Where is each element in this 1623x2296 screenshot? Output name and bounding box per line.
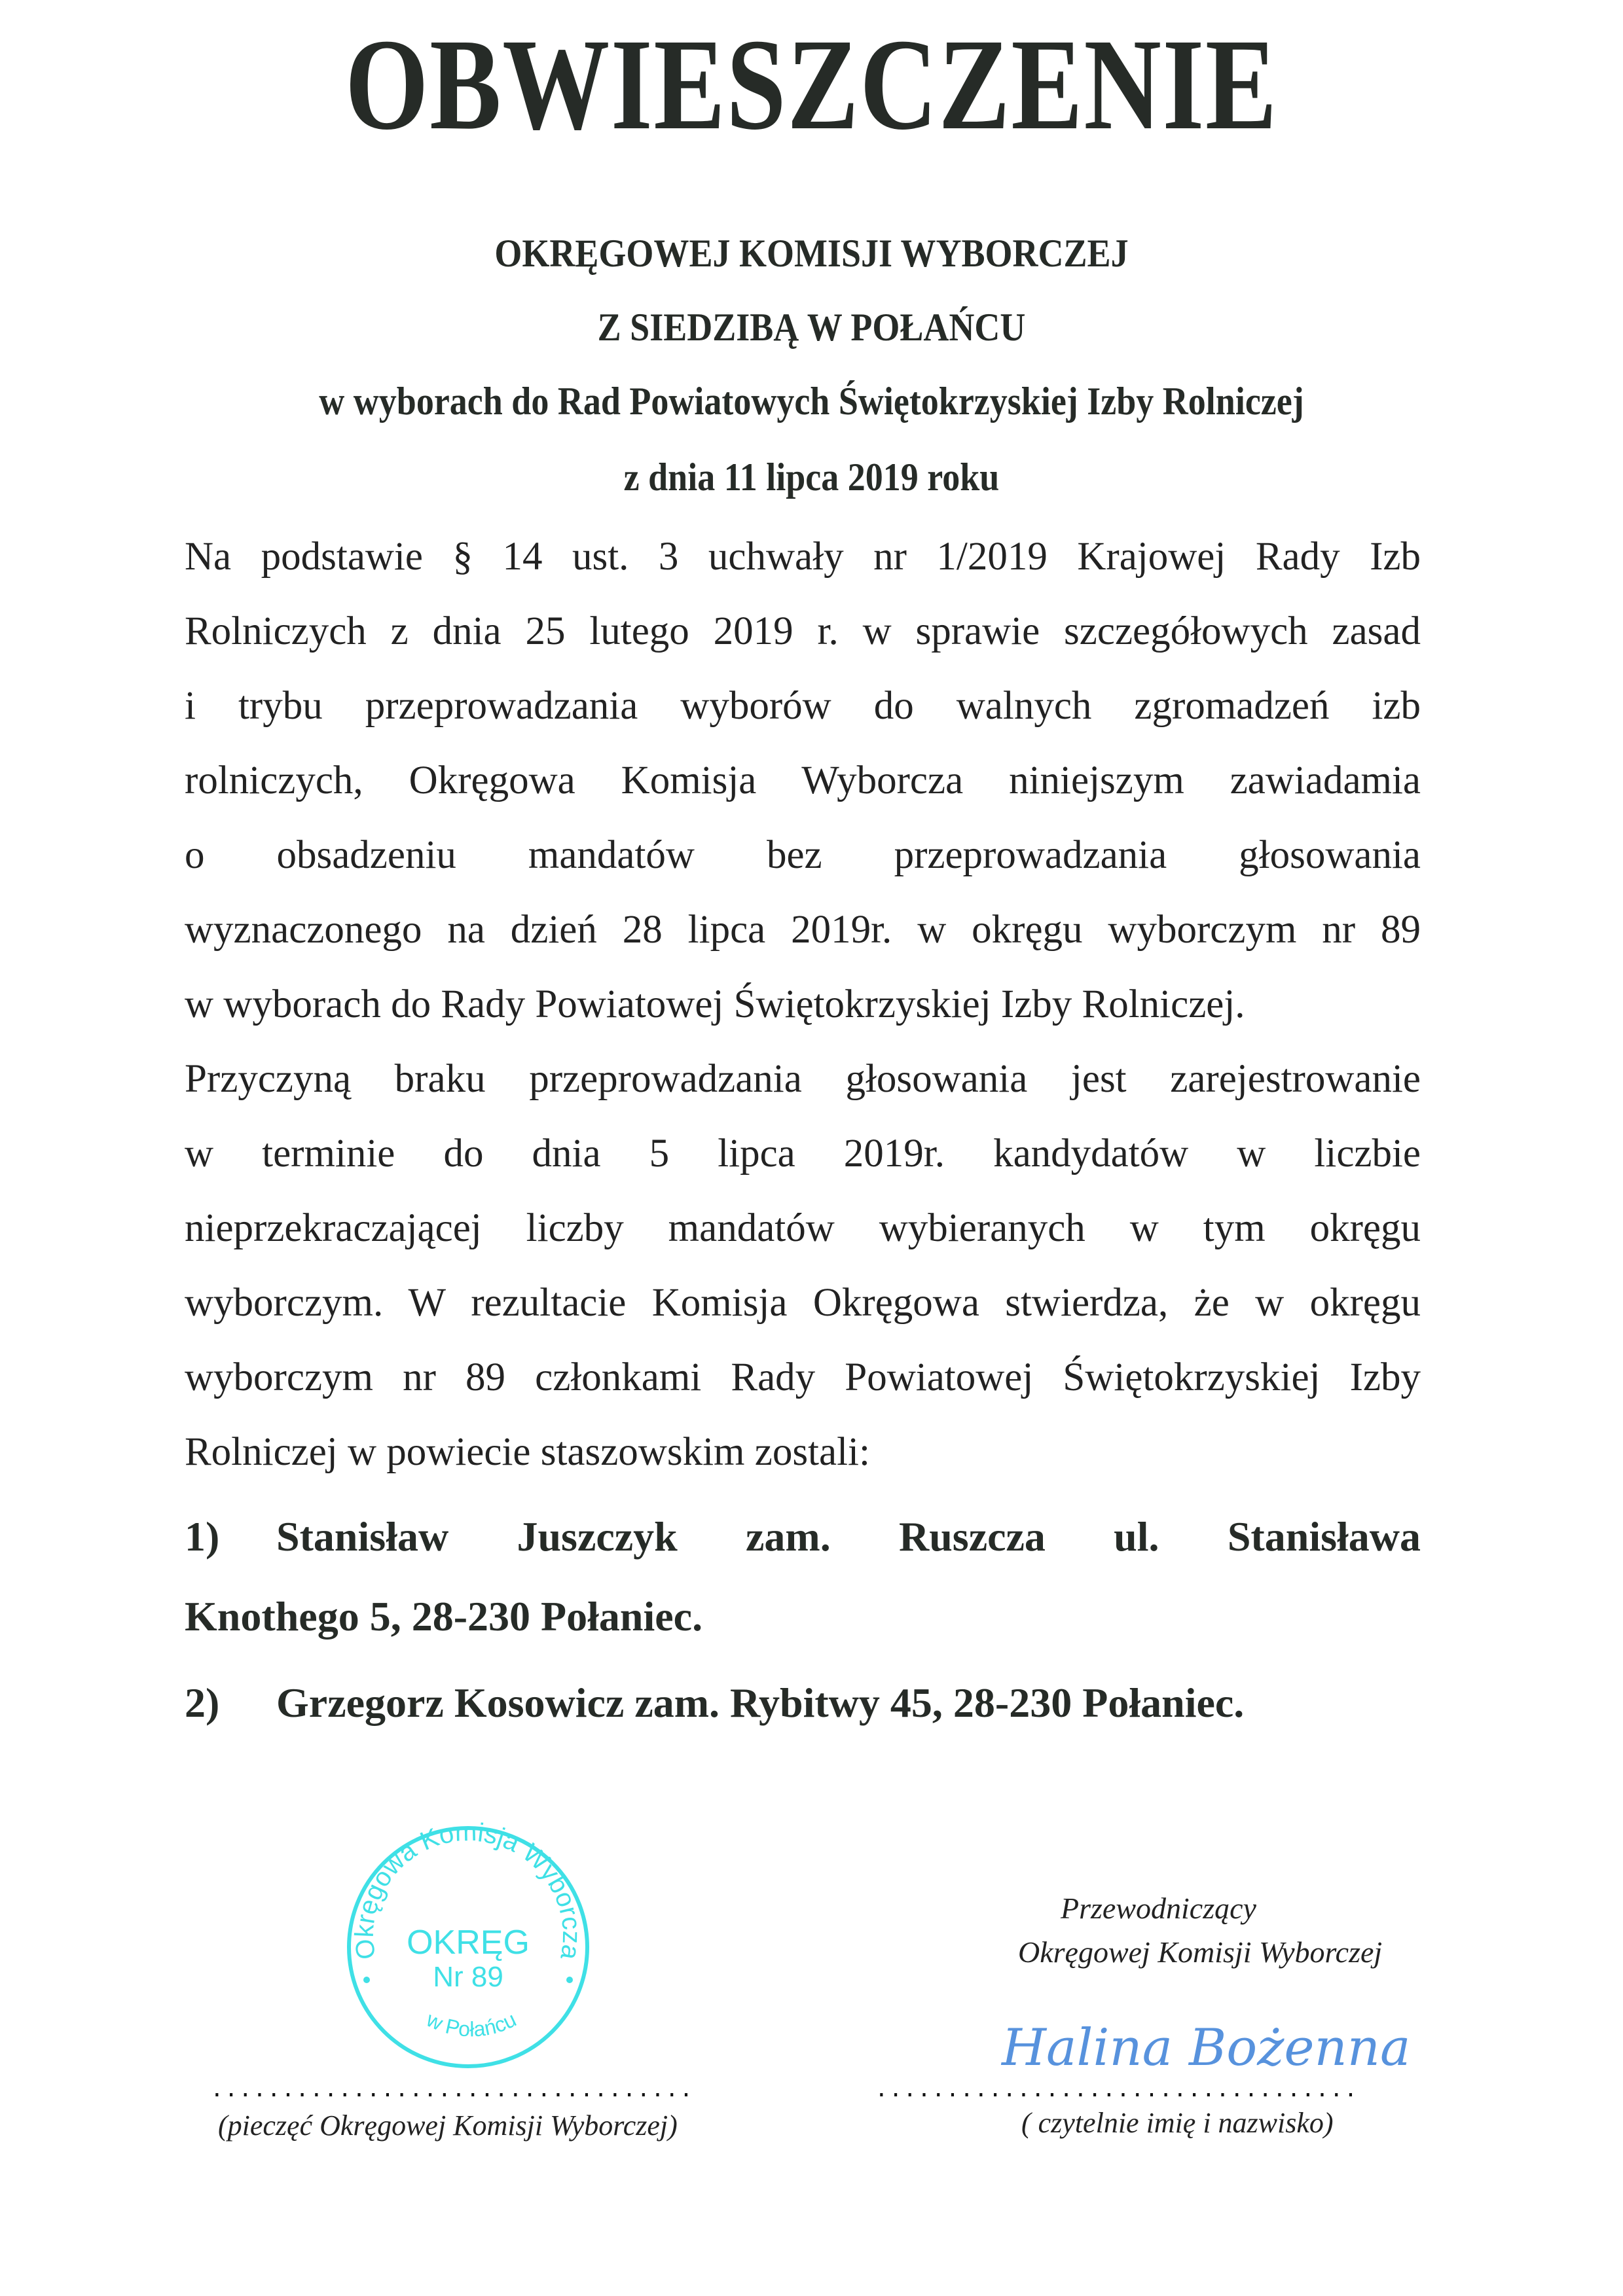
commission-stamp-icon (340, 1820, 596, 2075)
body-line: wyborczym. W rezultacie Komisja Okręgowa stwierdza, że w okręgu (185, 1281, 1421, 1325)
svg-text:w Połańcu: w Połańcu (423, 2007, 520, 2041)
issuer-heading: OKRĘGOWEJ KOMISJI WYBORCZEJ (494, 232, 1129, 275)
body-line: wyznaczonego na dzień 28 lipca 2019r. w okręgu wyborczym nr 89 (185, 908, 1421, 952)
chair-title-line2: Okręgowej Komisji Wyborczej (1018, 1935, 1383, 1969)
date-heading: z dnia 11 lipca 2019 roku (623, 456, 1000, 499)
body-line: Przyczyną braku przeprowadzania głosowania jest zarejestrowanie (185, 1057, 1421, 1101)
body-line: nieprzekraczającej liczby mandatów wybieranych w tym okręgu (185, 1206, 1421, 1250)
member-text: Stanisław Juszczyk zam. Ruszcza ul. Stanisława (276, 1513, 1421, 1560)
election-heading: w wyborach do Rad Powiatowych Świętokrzyskiej Izby Rolniczej (319, 380, 1304, 423)
body-line: rolniczych, Okręgowa Komisja Wyborcza niniejszym zawiadamia (185, 759, 1421, 802)
stamp-caption: (pieczęć Okręgowej Komisji Wyborczej) (218, 2109, 678, 2142)
document-title: OBWIESZCZENIE (345, 12, 1278, 157)
body-line: Na podstawie § 14 ust. 3 uchwały nr 1/2019 Krajowej Rady Izb (185, 535, 1421, 579)
body-line: o obsadzeniu mandatów bez przeprowadzania głosowania (185, 833, 1421, 877)
chair-title-line1: Przewodniczący (1061, 1892, 1256, 1925)
body-line: w terminie do dnia 5 lipca 2019r. kandydatów w liczbie (185, 1132, 1421, 1175)
member-item-1-continued: Knothego 5, 28-230 Połaniec. (185, 1593, 703, 1640)
svg-text:Halina Bożenna: Halina Bożenna (1002, 2018, 1411, 2077)
issuer-seat-heading: Z SIEDZIBĄ W POŁAŃCU (597, 306, 1026, 349)
svg-text:Okręgowa Komisja Wyborcza: Okręgowa Komisja Wyborcza (350, 1820, 587, 1962)
body-line: Rolniczych z dnia 25 lutego 2019 r. w sprawie szczegółowych zasad (185, 609, 1421, 653)
body-line: Rolniczej w powiecie staszowskim zostali: (185, 1430, 870, 1474)
member-number: 2) (185, 1679, 220, 1726)
body-line: wyborczym nr 89 członkami Rady Powiatowej Świętokrzyskiej Izby (185, 1355, 1421, 1399)
member-number: 1) (185, 1513, 220, 1560)
member-text: Grzegorz Kosowicz zam. Rybitwy 45, 28-230 Połaniec. (276, 1679, 1245, 1726)
signature-caption: ( czytelnie imię i nazwisko) (1021, 2107, 1334, 2139)
body-line: w wyborach do Rady Powiatowej Świętokrzyskiej Izby Rolniczej. (185, 982, 1245, 1026)
svg-text:OKRĘG: OKRĘG (407, 1924, 530, 1962)
body-line: i trybu przeprowadzania wyborów do walnych zgromadzeń izb (185, 684, 1421, 728)
stamp-dotted-line: .................................. (213, 2073, 697, 2103)
svg-text:Nr 89: Nr 89 (433, 1961, 503, 1993)
signature-dotted-line: .................................. (877, 2073, 1361, 2103)
member-item-1 (185, 1512, 1421, 1562)
member-item-2 (185, 1678, 1421, 1728)
